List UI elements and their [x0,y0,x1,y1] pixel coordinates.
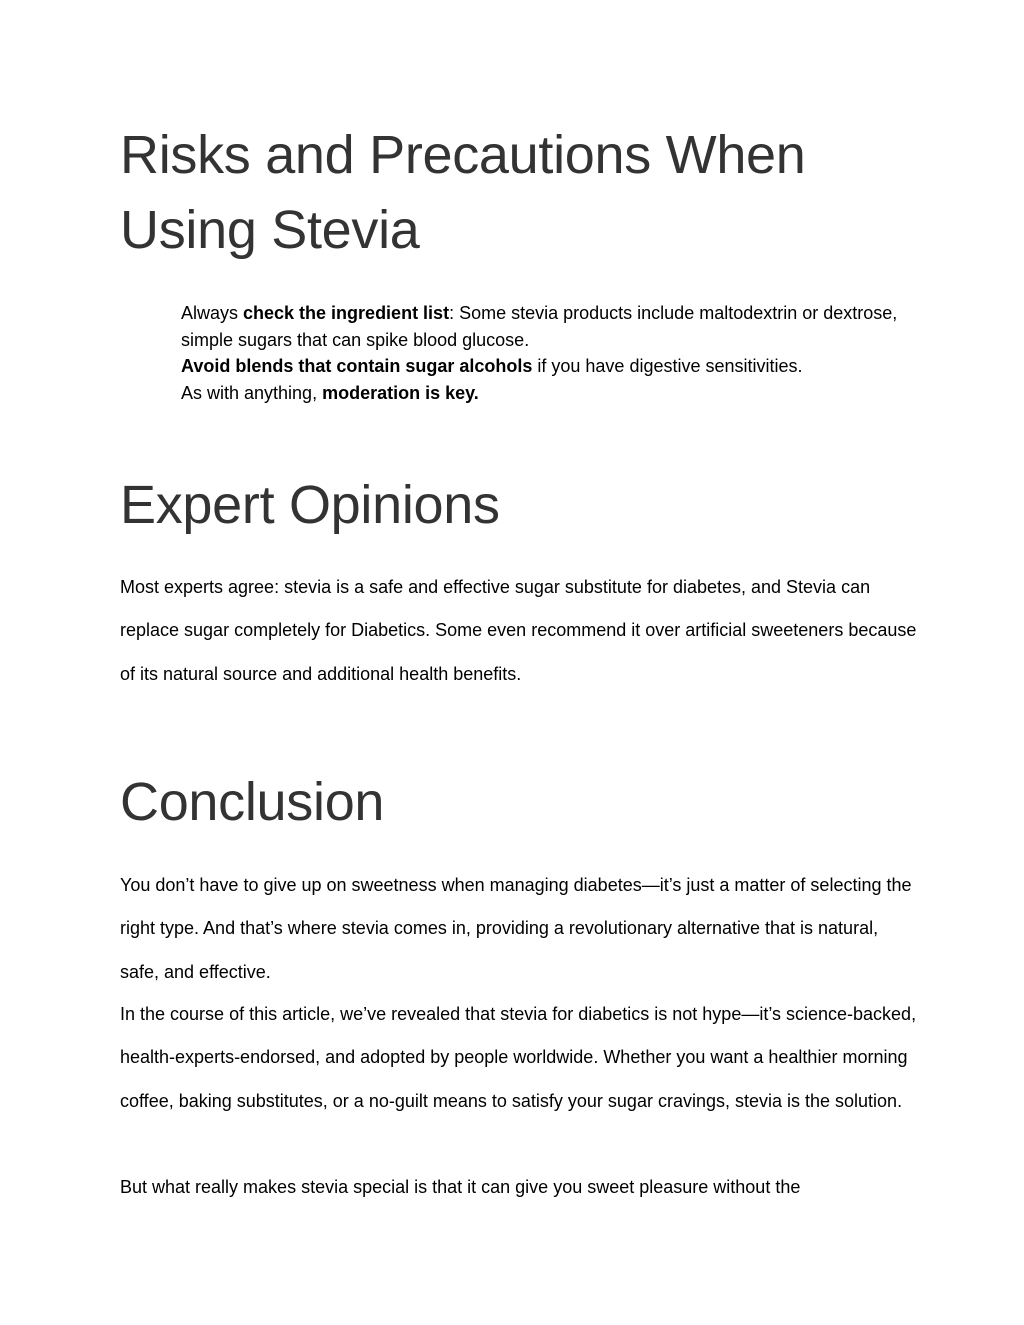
precaution-item: Avoid blends that contain sugar alcohols if you have digestive sensitivities. [181,356,803,376]
precaution-emphasis: check the ingredient list [243,303,450,323]
expert-paragraph: Most experts agree: stevia is a safe and effective sugar substitute for diabetes, and Stevia can replace sugar completely for Diabetics. Some even recommend it over artificial sweeteners because of its natural source and additional health benefits. [120,577,917,684]
precaution-item: Always check the ingredient list: Some stevia products include maltodextrin or dextrose, simple sugars that can spike blood glucose. [181,303,898,350]
conclusion-heading: Conclusion [120,772,385,832]
conclusion-paragraph: But what really makes stevia special is that it can give you sweet pleasure without the [120,1177,801,1197]
conclusion-paragraph: In the course of this article, we’ve revealed that stevia for diabetics is not hype—it’s science-backed, health-experts-endorsed, and adopted by people worldwide. Whether you want a healthier morning coffee, baking substitutes, or a no-guilt means to satisfy your sugar cravings, stevia is the solution. [120,1004,917,1111]
precaution-emphasis: Avoid blends that contain sugar alcohols [181,356,533,376]
precaution-emphasis: moderation is key. [322,382,479,403]
precaution-item: As with anything, moderation is key. [181,382,479,403]
conclusion-paragraph: You don’t have to give up on sweetness when managing diabetes—it’s just a matter of selecting the right type. And that’s where stevia comes in, providing a revolutionary alternative that is natural, safe, and effective. [120,875,912,982]
expert-opinions-heading: Expert Opinions [120,475,500,535]
risks-heading: Risks and Precautions When Using Stevia [120,125,806,260]
precautions-list [181,300,921,406]
